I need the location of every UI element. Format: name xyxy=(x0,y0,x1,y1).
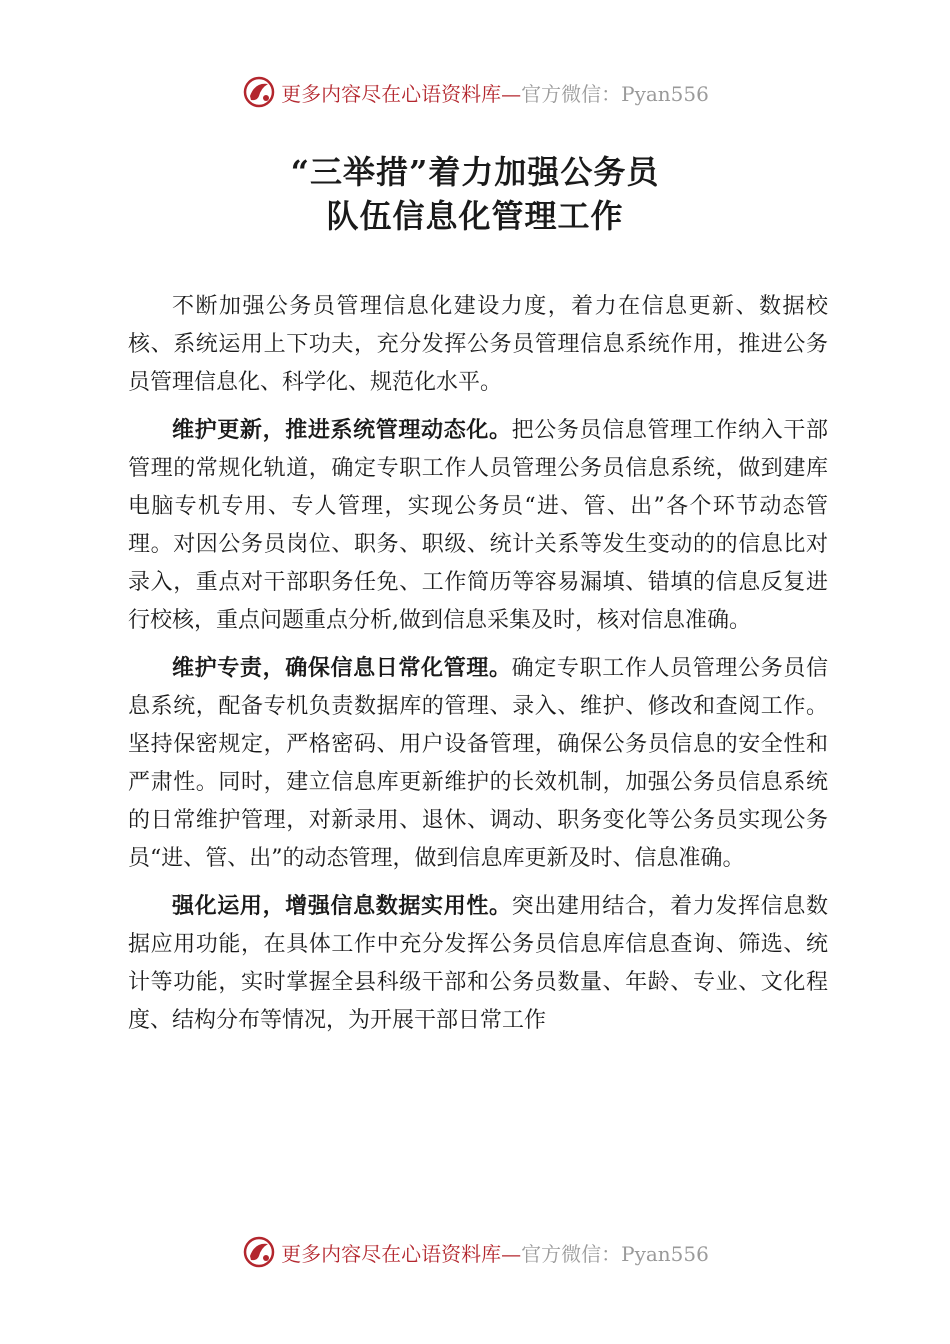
footer-banner-text: 更多内容尽在心语资料库— xyxy=(281,1241,522,1266)
brand-logo-icon xyxy=(241,1234,277,1270)
section-paragraph xyxy=(128,412,828,640)
document-body xyxy=(128,288,828,1050)
section-paragraph xyxy=(128,888,828,1040)
footer-banner xyxy=(0,1232,950,1272)
section-text: 突出建用结合，着力发挥信息数据应用功能，在具体工作中充分发挥公务员信息库信息查询、筛选、统计等功能，实时掌握全县科级干部和公务员数量、年龄、专业、文化程度、结构分布等情况，为开展干部日常工作 xyxy=(128,894,828,1033)
section-text: 把公务员信息管理工作纳入干部管理的常规化轨道，确定专职工作人员管理公务员信息系统，做到建库电脑专机专用、专人管理，实现公务员“进、管、出”各个环节动态管理。对因公务员岗位、职务、职级、统计关系等发生变动的的信息比对录入，重点对干部职务任免、工作简历等容易漏填、错填的信息反复进行校核，重点问题重点分析,做到信息采集及时，核对信息准确。 xyxy=(128,418,828,633)
title-line-1: “三举措”着力加强公务员 xyxy=(290,153,660,191)
section-lead: 维护更新，推进系统管理动态化。 xyxy=(172,418,512,443)
section-lead: 强化运用，增强信息数据实用性。 xyxy=(172,894,512,919)
intro-paragraph: 不断加强公务员管理信息化建设力度，着力在信息更新、数据校核、系统运用上下功夫，充分发挥公务员管理信息系统作用，推进公务员管理信息化、科学化、规范化水平。 xyxy=(128,294,828,395)
title-line-2: 队伍信息化管理工作 xyxy=(326,197,624,235)
header-banner-text: 更多内容尽在心语资料库— xyxy=(281,81,522,106)
section-paragraph xyxy=(128,650,828,878)
brand-logo-icon xyxy=(241,74,277,110)
section-text: 确定专职工作人员管理公务员信息系统，配备专机负责数据库的管理、录入、维护、修改和查阅工作。坚持保密规定，严格密码、用户设备管理，确保公务员信息的安全性和严肃性。同时，建立信息库更新维护的长效机制，加强公务员信息系统的日常维护管理，对新录用、退休、调动、职务变化等公务员实现公务员“进、管、出”的动态管理，做到信息库更新及时、信息准确。 xyxy=(128,656,828,871)
section-lead: 维护专责，确保信息日常化管理。 xyxy=(172,656,512,681)
header-banner xyxy=(0,72,950,112)
footer-wechat-text: 官方微信：Pyan556 xyxy=(521,1241,709,1266)
document-title xyxy=(0,150,950,238)
header-wechat-text: 官方微信：Pyan556 xyxy=(521,81,709,106)
